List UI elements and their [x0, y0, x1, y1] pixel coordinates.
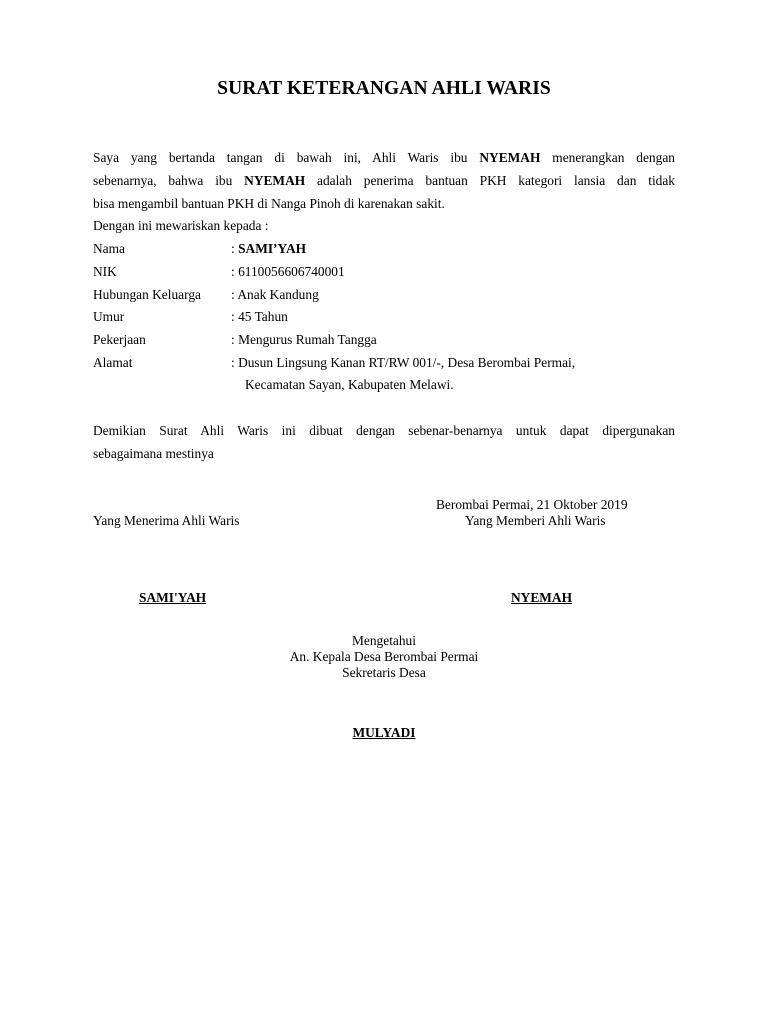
intro-line-4: Dengan ini mewariskan kepada :: [93, 218, 269, 233]
acknowledge-line-3: Sekretaris Desa: [342, 665, 426, 680]
intro-line-3: bisa mengambil bantuan PKH di Nanga Pinoh di karenakan sakit.: [93, 196, 445, 211]
intro-text: Saya yang bertanda tangan di bawah ini, Ahli Waris ibu: [93, 150, 468, 165]
intro-text: sebenarnya, bahwa ibu: [93, 173, 233, 188]
deceased-name: NYEMAH: [244, 173, 306, 188]
field-label-umur: Umur: [93, 309, 125, 324]
field-value-nama: [231, 241, 306, 257]
acknowledge-line-2: An. Kepala Desa Berombai Permai: [289, 649, 479, 664]
heir-name: SAMI’YAH: [238, 241, 307, 256]
deceased-name: NYEMAH: [479, 150, 541, 165]
field-value-hubungan: : Anak Kandung: [231, 287, 319, 302]
field-label-pekerjaan: Pekerjaan: [93, 332, 146, 347]
field-value-alamat: : Dusun Lingsung Kanan RT/RW 001/-, Desa Berombai Permai,: [231, 355, 576, 370]
receiver-title: Yang Menerima Ahli Waris: [93, 513, 240, 528]
official-name: MULYADI: [352, 725, 416, 740]
field-label-nik: NIK: [93, 264, 117, 279]
giver-name: NYEMAH: [511, 590, 572, 605]
receiver-name: SAMI'YAH: [139, 590, 207, 605]
giver-title: Yang Memberi Ahli Waris: [465, 513, 606, 528]
field-label-alamat: Alamat: [93, 355, 133, 370]
closing-line-1: Demikian Surat Ahli Waris ini dibuat dengan sebenar-benarnya untuk dapat dipergunakan: [93, 423, 675, 438]
field-separator: :: [231, 241, 239, 256]
document-title: SURAT KETERANGAN AHLI WARIS: [217, 78, 551, 99]
field-value-nik: : 6110056606740001: [231, 264, 345, 279]
place-date: Berombai Permai, 21 Oktober 2019: [436, 497, 628, 512]
intro-line-2: [93, 173, 675, 189]
field-value-pekerjaan: : Mengurus Rumah Tangga: [231, 332, 377, 347]
intro-text: menerangkan dengan: [552, 150, 675, 165]
closing-line-2: sebagaimana mestinya: [93, 446, 214, 461]
intro-text: adalah penerima bantuan PKH kategori lansia dan tidak: [317, 173, 675, 188]
field-value-umur: : 45 Tahun: [231, 309, 288, 324]
field-label-nama: Nama: [93, 241, 125, 256]
intro-line-1: [93, 150, 675, 166]
acknowledge-line-1: Mengetahui: [352, 633, 416, 648]
field-label-hubungan: Hubungan Keluarga: [93, 287, 201, 302]
field-value-alamat-cont: Kecamatan Sayan, Kabupaten Melawi.: [245, 377, 454, 392]
